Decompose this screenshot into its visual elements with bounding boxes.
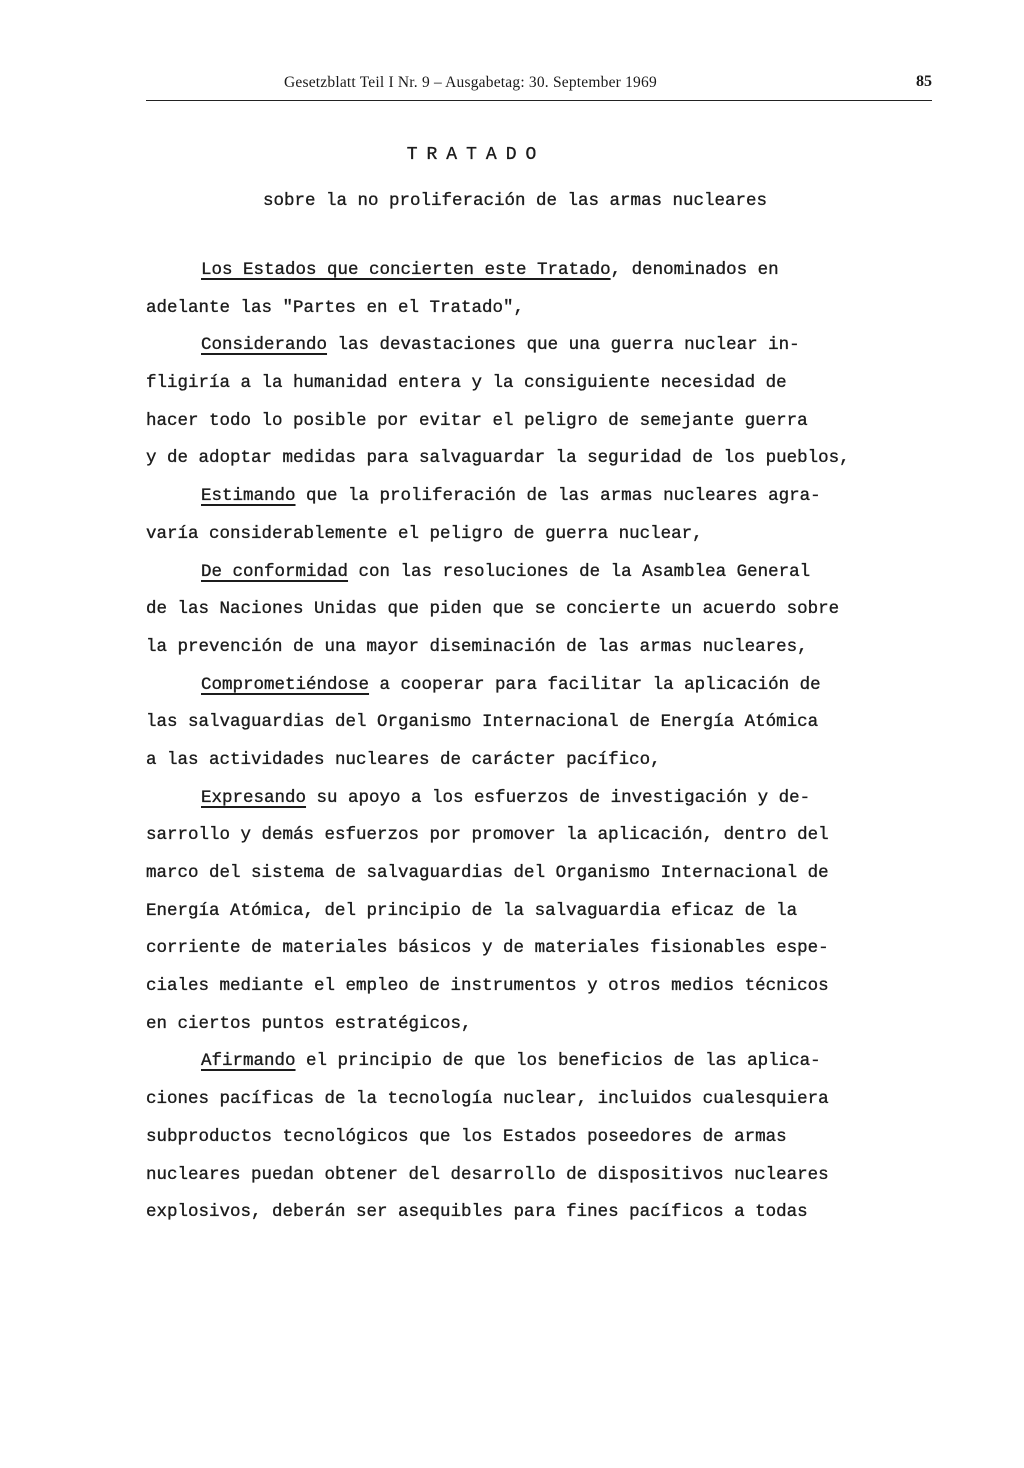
paragraph-line (146, 1049, 946, 1087)
paragraph-lead: Afirmando (201, 1051, 296, 1072)
paragraph-line (146, 786, 946, 824)
paragraph-line: adelante las "Partes en el Tratado", (146, 297, 525, 318)
paragraph-line: de las Naciones Unidas que piden que se concierte un acuerdo sobre (146, 599, 840, 620)
paragraph-line: las salvaguardias del Organismo Internacional de Energía Atómica (146, 712, 819, 733)
paragraph-lead: Expresando (201, 787, 307, 808)
paragraph-lead: Considerando (201, 335, 328, 356)
paragraph-text: las devastaciones que una guerra nuclear in- (327, 335, 800, 356)
paragraph-line: corriente de materiales básicos y de materiales fisionables espe- (146, 938, 829, 959)
paragraph-text: su apoyo a los esfuerzos de investigación y de- (306, 787, 811, 808)
paragraph-line: hacer todo lo posible por evitar el peligro de semejante guerra (146, 410, 808, 431)
paragraph-lead: De conformidad (201, 561, 349, 582)
paragraph-line (146, 560, 946, 598)
paragraph-line: en ciertos puntos estratégicos, (146, 1013, 472, 1034)
document-subtitle: sobre la no proliferación de las armas nucleares (262, 191, 768, 211)
paragraph-line: explosivos, deberán ser asequibles para fines pacíficos a todas (146, 1202, 808, 1223)
paragraph-line: fligiría a la humanidad entera y la consiguiente necesidad de (146, 373, 787, 394)
paragraph-text: , denominados en (610, 260, 779, 280)
page-number: 85 (916, 73, 932, 90)
paragraph-text: el principio de que los beneficios de las aplica- (295, 1051, 821, 1072)
paragraph-line: sarrollo y demás esfuerzos por promover la aplicación, dentro del (146, 825, 829, 846)
header-text: Gesetzblatt Teil I Nr. 9 – Ausgabetag: 30. September 1969 (284, 74, 657, 91)
paragraph-line: ciones pacíficas de la tecnología nuclear, incluidos cualesquiera (146, 1089, 829, 1110)
page-header (146, 68, 932, 101)
paragraph-line: y de adoptar medidas para salvaguardar la seguridad de los pueblos, (146, 448, 850, 469)
paragraph-text: con las resoluciones de la Asamblea General (348, 561, 811, 582)
paragraph-lead: Los Estados que concierten este Tratado (201, 260, 611, 280)
paragraph-line: subproductos tecnológicos que los Estados poseedores de armas (146, 1126, 787, 1147)
paragraph-line: la prevención de una mayor diseminación de las armas nucleares, (146, 636, 808, 657)
document-body (146, 258, 946, 1238)
paragraph-line (146, 484, 946, 522)
paragraph-line: ciales mediante el empleo de instrumentos y otros medios técnicos (146, 976, 829, 997)
paragraph-line: a las actividades nucleares de carácter pacífico, (146, 749, 661, 770)
paragraph-line: marco del sistema de salvaguardias del Organismo Internacional de (146, 863, 829, 883)
paragraph-text: que la proliferación de las armas nucleares agra- (295, 486, 821, 507)
paragraph-line: nucleares puedan obtener del desarrollo de dispositivos nucleares (146, 1164, 829, 1185)
document-title: TRATADO (406, 145, 546, 165)
paragraph-line (146, 333, 946, 371)
paragraph-line: varía considerablemente el peligro de guerra nuclear, (146, 523, 703, 544)
paragraph-line (146, 258, 946, 296)
paragraph-lead: Comprometiéndose (201, 674, 370, 695)
paragraph-line: Energía Atómica, del principio de la salvaguardia eficaz de la (146, 900, 798, 921)
paragraph-line (146, 673, 946, 711)
paragraph-text: a cooperar para facilitar la aplicación de (369, 674, 821, 695)
paragraph-lead: Estimando (201, 486, 296, 507)
